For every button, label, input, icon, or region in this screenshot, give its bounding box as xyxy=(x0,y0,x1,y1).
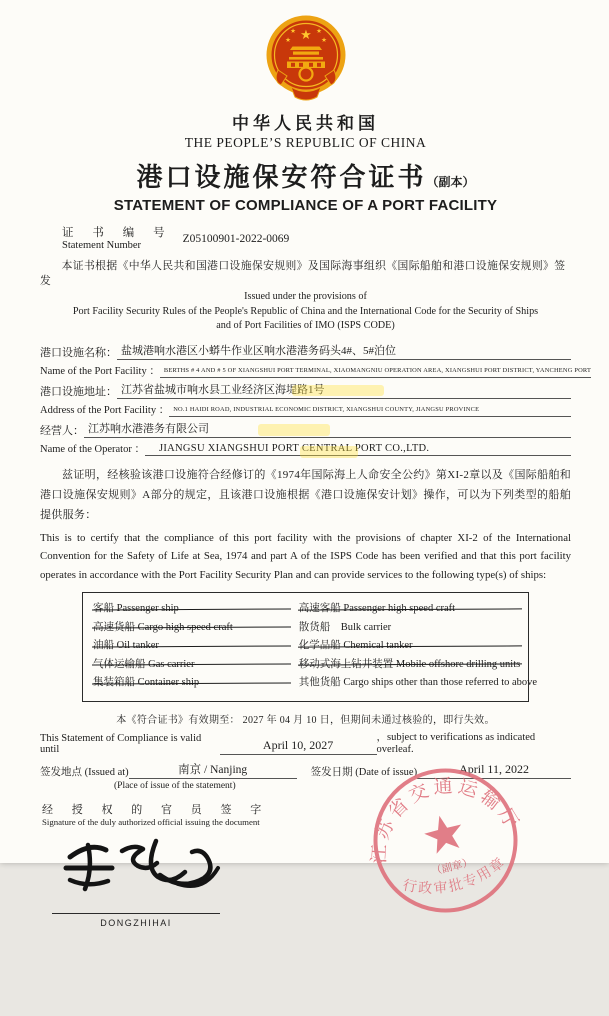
operator-value-en: JIANGSU XIANGSHUI PORT CENTRAL PORT CO.,LTD. xyxy=(145,443,571,456)
signature-label-en: Signature of the duly authorized official issuing the document xyxy=(42,816,260,827)
issued-under-en-2: Port Facility Security Rules of the People's Republic of China and the International Code for the Security of Ships xyxy=(72,305,539,317)
validity-en-prefix: This Statement of Compliance is valid until xyxy=(40,732,202,755)
certificate-title-en: STATEMENT OF COMPLIANCE OF A PORT FACILITY xyxy=(113,197,498,214)
highlight-mark xyxy=(292,385,384,396)
facility-address-value-zh: 江苏省盐城市响水县工业经济区海堤路1号 xyxy=(117,381,571,399)
validity-line-en xyxy=(40,729,571,755)
seal-star-icon xyxy=(421,811,467,855)
duplicate-copy-tag: （副本） xyxy=(426,175,475,189)
facility-name-value-en: BERTHS # 4 AND # 5 OF XIANGSHUI PORT TERMINAL, XIAOMANGNIU OPERATION AREA, XIANGSHUI PORT DISTRICT, YANCHENG PORT xyxy=(160,367,591,378)
highlight-mark xyxy=(300,446,358,458)
facility-address-value-en: NO.1 HAIDI ROAD, INDUSTRIAL ECONOMIC DISTRICT, XIANGSHUI COUNTY, JIANGSU PROVINCE xyxy=(169,406,571,417)
official-red-seal xyxy=(358,753,533,928)
statement-number-block xyxy=(62,224,571,251)
ship-type-oil-tanker: 油船 Oil tanker xyxy=(93,637,293,656)
validity-date: April 10, 2027 xyxy=(220,738,377,755)
place-of-issue-caption: (Place of issue of the statement) xyxy=(114,780,236,791)
facility-name-label-zh: 港口设施名称： xyxy=(40,346,117,359)
statement-number-labels xyxy=(62,224,173,251)
seal-bottom-text: 行政审批专用章 xyxy=(401,854,510,897)
prc-national-emblem-icon xyxy=(260,14,352,104)
facility-name-row-en xyxy=(40,363,592,378)
ship-type-passenger-ship: 客船 Passenger ship xyxy=(93,600,293,619)
svg-text:行政审批专用章 xyxy=(398,851,513,906)
statement-number-label-en: Statement Number xyxy=(62,240,142,251)
ship-type-gas-carrier: 气体运输船 Gas carrier xyxy=(93,656,293,675)
signature-label-zh: 经 授 权 的 官 员 签 字 xyxy=(42,803,270,816)
validity-en-suffix: ，subject to verifications as indicated overleaf. xyxy=(376,731,536,755)
svg-text:★: ★ xyxy=(299,27,312,42)
ship-type-bulk-carrier: 散货船 Bulk carrier xyxy=(298,621,392,633)
date-of-issue-label: 签发日期 (Date of issue) xyxy=(310,766,418,778)
signature-underline xyxy=(52,913,220,914)
ship-type-cargo-high-speed-craft: 高速货船 Cargo high speed craft xyxy=(93,619,293,638)
validity-line-zh: 本《符合证书》有效期至： 2027 年 04 月 10 日，但期间未通过核验的，即行失效。 xyxy=(116,714,495,726)
svg-text:★: ★ xyxy=(289,28,296,35)
operator-value-zh: 江苏响水港港务有限公司 xyxy=(84,420,571,438)
ship-types-table xyxy=(82,592,538,702)
facility-address-label-zh: 港口设施地址： xyxy=(40,385,117,398)
ship-type-mobile-offshore-drilling-units: 移动式海上钻井装置 Mobile offshore drilling units xyxy=(299,656,524,675)
ship-type-other-cargo-ships: 其他货船 Cargo ships other than those referred to above xyxy=(298,677,538,688)
country-name-en: THE PEOPLE’S REPUBLIC OF CHINA xyxy=(184,135,427,150)
facility-fields xyxy=(40,342,592,456)
issued-at-label: 签发地点 (Issued at) xyxy=(40,766,129,778)
highlight-mark xyxy=(258,424,330,436)
svg-text:★: ★ xyxy=(284,37,291,44)
signatory-name: DONGZHIHAI xyxy=(100,917,172,928)
date-of-issue-value: April 11, 2022 xyxy=(417,762,571,779)
issued-under-en-1: Issued under the provisions of xyxy=(244,291,367,302)
certification-paragraph-zh: 兹证明，经核验该港口设施符合经修订的《1974年国际海上人命安全公约》第XI-2章以及《国际船舶和港口设施保安规则》A部分的规定，且该港口设施根据《港口设施保安计划》操作，可以为下列类型的船舶提供服务： xyxy=(40,468,571,521)
emblem-area xyxy=(40,10,571,106)
certification-paragraph-en: This is to certify that the compliance of this port facility with the provisions of chapter XI-2 of the International Convention for the Safety of Life at Sea, 1974 and part A of the ISPS Code has been verified and that this port facility operates in accordance with the Port Facility Security Plan and can provide services to the following type(s) of ships: xyxy=(40,531,571,581)
facility-address-label-en: Address of the Port Facility ： xyxy=(40,404,170,416)
issued-under-zh: 本证书根据《中华人民共和国港口设施保安规则》及国际海事组织《国际船舶和港口设施保安规则》签发 xyxy=(40,260,566,287)
ship-type-container-ship: 集装箱船 Container ship xyxy=(93,674,293,693)
svg-text:江苏省交通运输厅 xyxy=(358,757,526,869)
issued-at-value: 南京 / Nanjing xyxy=(129,761,297,779)
certificate-title-zh xyxy=(40,157,571,194)
svg-text:★: ★ xyxy=(315,28,322,35)
ship-type-passenger-high-speed-craft: 高速客船 Passenger high speed craft xyxy=(299,600,524,619)
operator-label-zh: 经营人： xyxy=(40,424,84,437)
facility-name-label-en: Name of the Port Facility ： xyxy=(40,365,160,377)
operator-label-en: Name of the Operator ： xyxy=(40,443,145,455)
statement-number-label-zh: 证 书 编 号 xyxy=(62,227,173,239)
statement-number-value: Z05100901-2022-0069 xyxy=(182,232,290,245)
facility-name-value-zh: 盐城港响水港区小蟒牛作业区响水港港务码头4#、5#泊位 xyxy=(117,342,571,360)
certificate-title-zh-text: 港口设施保安符合证书 xyxy=(136,163,427,192)
svg-text:★: ★ xyxy=(320,37,327,44)
handwritten-signature xyxy=(56,829,236,914)
country-name-zh: 中华人民共和国 xyxy=(232,114,379,133)
facility-address-row-en xyxy=(40,402,571,417)
facility-name-row-zh xyxy=(40,342,571,360)
seal-sub-text: （副章） xyxy=(430,856,474,878)
ship-type-chemical-tanker: 化学品船 Chemical tanker xyxy=(299,637,524,656)
seal-org-text: 江苏省交通运输厅 xyxy=(368,775,524,864)
issued-under-en-3: and of Port Facilities of IMO (ISPS CODE) xyxy=(216,320,395,331)
